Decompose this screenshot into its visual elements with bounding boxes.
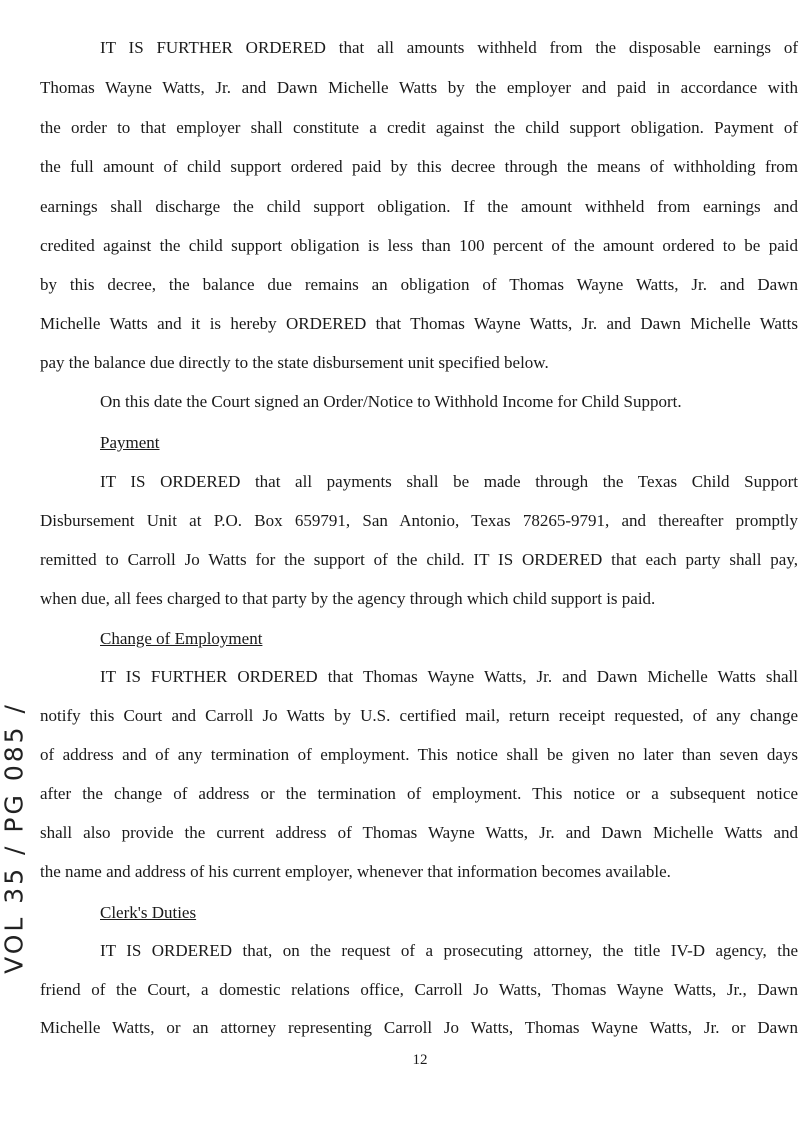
text-line: Michelle Watts, or an attorney representing Carroll Jo Watts, Thomas Wayne Watts, Jr. or Dawn (40, 1018, 798, 1037)
text-line: Disbursement Unit at P.O. Box 659791, San Antonio, Texas 78265-9791, and thereafter promptly (40, 511, 798, 530)
text-line: friend of the Court, a domestic relations office, Carroll Jo Watts, Thomas Wayne Watts, Jr., Dawn (40, 980, 798, 999)
text-line: the name and address of his current employer, whenever that information becomes available. (40, 862, 671, 881)
text-line: the full amount of child support ordered paid by this decree through the means of withholding from (40, 157, 798, 176)
text-line: IT IS ORDERED that all payments shall be made through the Texas Child Support (100, 472, 798, 491)
text-line: IT IS FURTHER ORDERED that all amounts withheld from the disposable earnings of (100, 38, 798, 57)
text-line: when due, all fees charged to that party by the agency through which child support is paid. (40, 589, 656, 608)
volume-page-stamp (0, 702, 29, 974)
page-number: 12 (412, 1052, 428, 1068)
text-line: remitted to Carroll Jo Watts for the support of the child. IT IS ORDERED that each party shall pay, (40, 550, 798, 569)
text-line: IT IS ORDERED that, on the request of a prosecuting attorney, the title IV-D agency, the (100, 941, 798, 960)
section-heading-clerk-duties: Clerk's Duties (100, 903, 197, 922)
stamp-text: VOL 35 / PG 085 / (0, 702, 29, 974)
text-line: the order to that employer shall constitute a credit against the child support obligation. Payment of (40, 118, 798, 137)
text-line: On this date the Court signed an Order/Notice to Withhold Income for Child Support. (100, 392, 682, 411)
section-heading-employment: Change of Employment (100, 629, 263, 648)
text-line: credited against the child support obligation is less than 100 percent of the amount ordered to be paid (40, 236, 798, 255)
text-line: after the change of address or the termination of employment. This notice or a subsequent notice (40, 784, 798, 803)
text-line: shall also provide the current address of Thomas Wayne Watts, Jr. and Dawn Michelle Watts and (40, 823, 798, 842)
text-line: of address and of any termination of employment. This notice shall be given no later than seven days (40, 745, 798, 764)
text-line: earnings shall discharge the child support obligation. If the amount withheld from earnings and (40, 197, 798, 216)
text-line: IT IS FURTHER ORDERED that Thomas Wayne Watts, Jr. and Dawn Michelle Watts shall (100, 667, 798, 686)
text-line: by this decree, the balance due remains an obligation of Thomas Wayne Watts, Jr. and Dawn (40, 275, 798, 294)
text-line: Michelle Watts and it is hereby ORDERED that Thomas Wayne Watts, Jr. and Dawn Michelle Watts (40, 314, 798, 333)
text-line: Thomas Wayne Watts, Jr. and Dawn Michelle Watts by the employer and paid in accordance with (40, 78, 798, 97)
text-line: pay the balance due directly to the state disbursement unit specified below. (40, 353, 549, 372)
text-line: notify this Court and Carroll Jo Watts by U.S. certified mail, return receipt requested, of any change (40, 706, 798, 725)
section-heading-payment: Payment (100, 433, 160, 452)
